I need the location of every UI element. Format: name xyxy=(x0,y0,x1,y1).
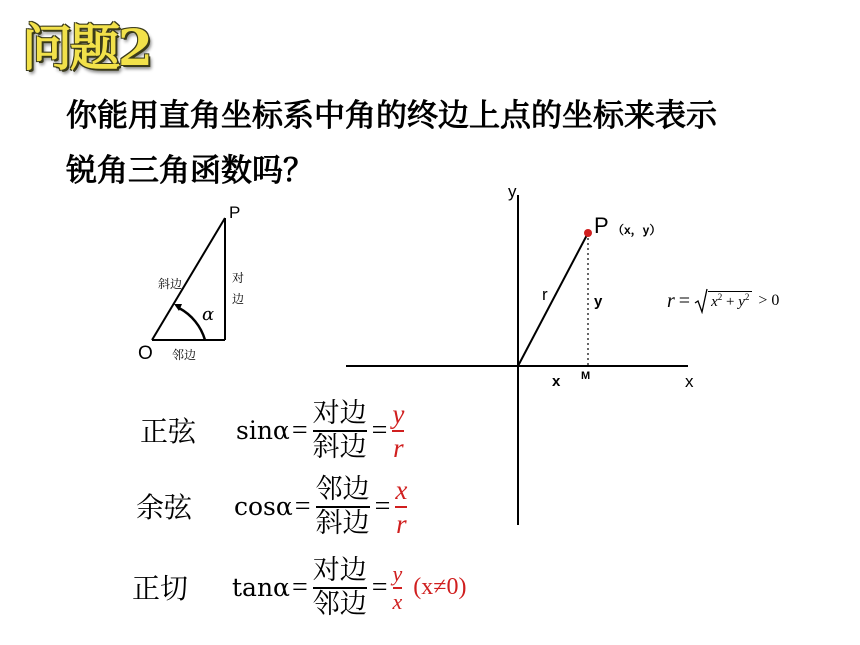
sqrt-icon xyxy=(694,288,708,314)
tangent-coord-fraction: $\frac{y}{x}$ xyxy=(392,561,403,614)
right-triangle-figure xyxy=(130,200,270,365)
x-length-label: x xyxy=(552,373,561,390)
tangent-condition: (x≠0) xyxy=(413,574,467,601)
cosine-name: 余弦 xyxy=(136,491,193,524)
sine-name: 正弦 xyxy=(140,415,197,448)
triangle-p-label: P xyxy=(229,203,241,222)
hypotenuse-label: 斜边 xyxy=(158,277,183,291)
triangle-o-label: O xyxy=(138,343,153,364)
opposite-label-2: 边 xyxy=(232,292,245,306)
question-line-1: 你能用直角坐标系中角的终边上点的坐标来表示 xyxy=(66,98,717,134)
question-badge: 问题2 xyxy=(22,18,151,77)
r-label: r xyxy=(542,285,548,304)
tangent-formula: tanα = $\frac{\text{对边}}{\text{邻边}}$ = $\frac{y}{x}$ (x≠0) xyxy=(232,555,467,620)
sine-word-fraction: $\frac{\text{对边}}{\text{斜边}}$ xyxy=(312,398,367,463)
r-formula: r = $x^2 + y^2$ > 0 xyxy=(667,288,779,314)
adjacent-label: 邻边 xyxy=(172,348,197,362)
x-axis-label: x xyxy=(685,372,694,391)
opposite-label-1: 对 xyxy=(232,271,245,285)
y-axis-label: y xyxy=(508,182,517,201)
terminal-side xyxy=(518,233,588,366)
sine-coord-fraction: $\frac{y}{r}$ xyxy=(392,399,405,463)
cosine-formula: cosα = $\frac{\text{邻边}}{\text{斜边}}$ = $\frac{x}{r}$ xyxy=(234,474,408,539)
sine-formula: sinα = $\frac{\text{对边}}{\text{斜边}}$ = $\frac{y}{r}$ xyxy=(236,398,405,463)
m-label: M xyxy=(581,370,591,382)
angle-alpha-label: α xyxy=(202,304,215,325)
tangent-lhs: tanα xyxy=(232,573,290,603)
coord-p-coords: （x，y） xyxy=(612,223,662,237)
sine-lhs: sinα xyxy=(236,416,290,446)
question-line-2: 锐角三角函数吗？ xyxy=(66,153,314,189)
point-p xyxy=(584,229,592,237)
cosine-coord-fraction: $\frac{x}{r}$ xyxy=(395,475,408,539)
cosine-lhs: cosα xyxy=(234,492,293,522)
cosine-word-fraction: $\frac{\text{邻边}}{\text{斜边}}$ xyxy=(315,474,370,539)
coord-p-label: P xyxy=(594,213,609,238)
tangent-name: 正切 xyxy=(132,572,189,605)
tangent-word-fraction: $\frac{\text{对边}}{\text{邻边}}$ xyxy=(312,555,367,620)
y-length-label: y xyxy=(594,293,603,310)
